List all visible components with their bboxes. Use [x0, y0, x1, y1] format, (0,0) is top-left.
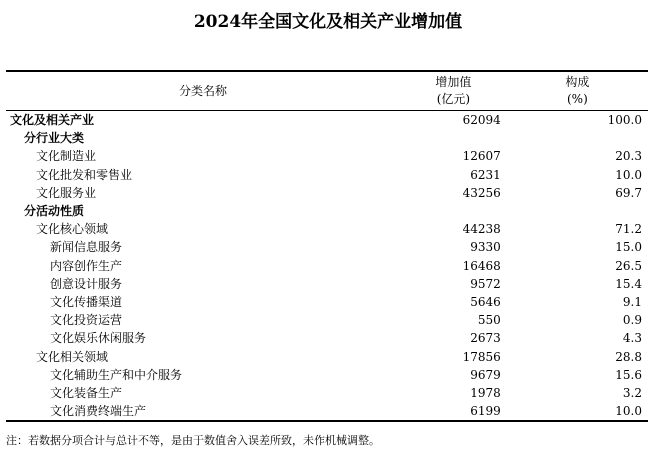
table-row [6, 238, 648, 256]
row-value: 9679 [470, 367, 501, 382]
table-header-row [6, 71, 648, 111]
row-value: 44238 [462, 222, 501, 237]
row-name: 文化传播渠道 [50, 294, 123, 309]
row-share: 9.1 [622, 294, 642, 309]
row-name: 文化制造业 [36, 149, 97, 164]
row-value: 1978 [470, 385, 501, 400]
row-value: 9572 [470, 276, 501, 291]
row-share: 71.2 [615, 222, 642, 237]
section-heading: 分活动性质 [24, 204, 85, 219]
row-value: 6231 [470, 167, 501, 182]
row-name: 文化娱乐休闲服务 [50, 331, 147, 346]
header-value [400, 71, 507, 111]
row-share [507, 202, 648, 220]
row-share: 100.0 [607, 113, 642, 128]
row-value: 17856 [462, 349, 501, 364]
header-category-label: 分类名称 [178, 83, 227, 98]
header-share [507, 71, 648, 111]
row-name: 文化投资运营 [50, 313, 123, 328]
row-value: 9330 [470, 240, 501, 255]
table-row [6, 402, 648, 421]
row-value: 550 [477, 313, 501, 328]
table-row [6, 220, 648, 238]
table-row [6, 311, 648, 329]
row-share: 20.3 [615, 149, 642, 164]
header-share-label: 构成 [565, 75, 590, 89]
row-share: 28.8 [615, 349, 642, 364]
row-name: 新闻信息服务 [50, 240, 123, 255]
row-name: 内容创作生产 [50, 258, 123, 273]
row-value: 62094 [462, 113, 501, 128]
row-share: 10.0 [615, 167, 642, 182]
page-title: 2024年全国文化及相关产业增加值 [193, 12, 463, 32]
row-name: 文化核心领域 [36, 222, 109, 237]
row-name: 文化相关领域 [36, 349, 109, 364]
row-value: 6199 [400, 402, 507, 421]
row-value: 43256 [462, 185, 501, 200]
table-row [6, 147, 648, 165]
table-row [6, 166, 648, 184]
row-value [400, 202, 507, 220]
row-share: 10.0 [507, 402, 648, 421]
row-name: 文化服务业 [36, 185, 97, 200]
row-share [507, 129, 648, 147]
row-value: 12607 [462, 149, 501, 164]
table-row [6, 347, 648, 365]
table-row-total [6, 111, 648, 130]
table-row-section [6, 129, 648, 147]
table-row [6, 184, 648, 202]
header-value-unit: (亿元) [436, 92, 471, 106]
table-row [6, 384, 648, 402]
header-share-unit: (%) [567, 92, 588, 106]
row-share: 15.6 [615, 367, 642, 382]
row-name: 文化装备生产 [50, 385, 123, 400]
row-name: 创意设计服务 [50, 276, 123, 291]
table-row [6, 275, 648, 293]
row-share: 3.2 [622, 385, 642, 400]
table-row [6, 366, 648, 384]
row-value: 2673 [470, 331, 501, 346]
row-value: 5646 [470, 294, 501, 309]
table-row [6, 257, 648, 275]
row-share: 26.5 [615, 258, 642, 273]
row-share: 15.4 [615, 276, 642, 291]
row-value [400, 129, 507, 147]
row-share: 4.3 [622, 331, 642, 346]
header-value-label: 增加值 [435, 75, 472, 89]
row-share: 0.9 [622, 313, 642, 328]
header-category [6, 71, 400, 111]
row-share: 69.7 [615, 185, 642, 200]
section-heading: 分行业大类 [24, 131, 85, 146]
row-value: 16468 [462, 258, 501, 273]
row-name: 文化消费终端生产 [6, 402, 400, 421]
row-name: 文化批发和零售业 [36, 167, 133, 182]
table-row [6, 293, 648, 311]
footnote: 注：若数据分项合计与总计不等，是由于数值舍入误差所致，未作机械调整。 [6, 434, 380, 447]
row-name: 文化及相关产业 [10, 113, 95, 128]
table-row-section [6, 202, 648, 220]
table-row [6, 329, 648, 347]
row-share: 15.0 [615, 240, 642, 255]
row-name: 文化辅助生产和中介服务 [50, 367, 183, 382]
value-added-table [6, 70, 648, 422]
